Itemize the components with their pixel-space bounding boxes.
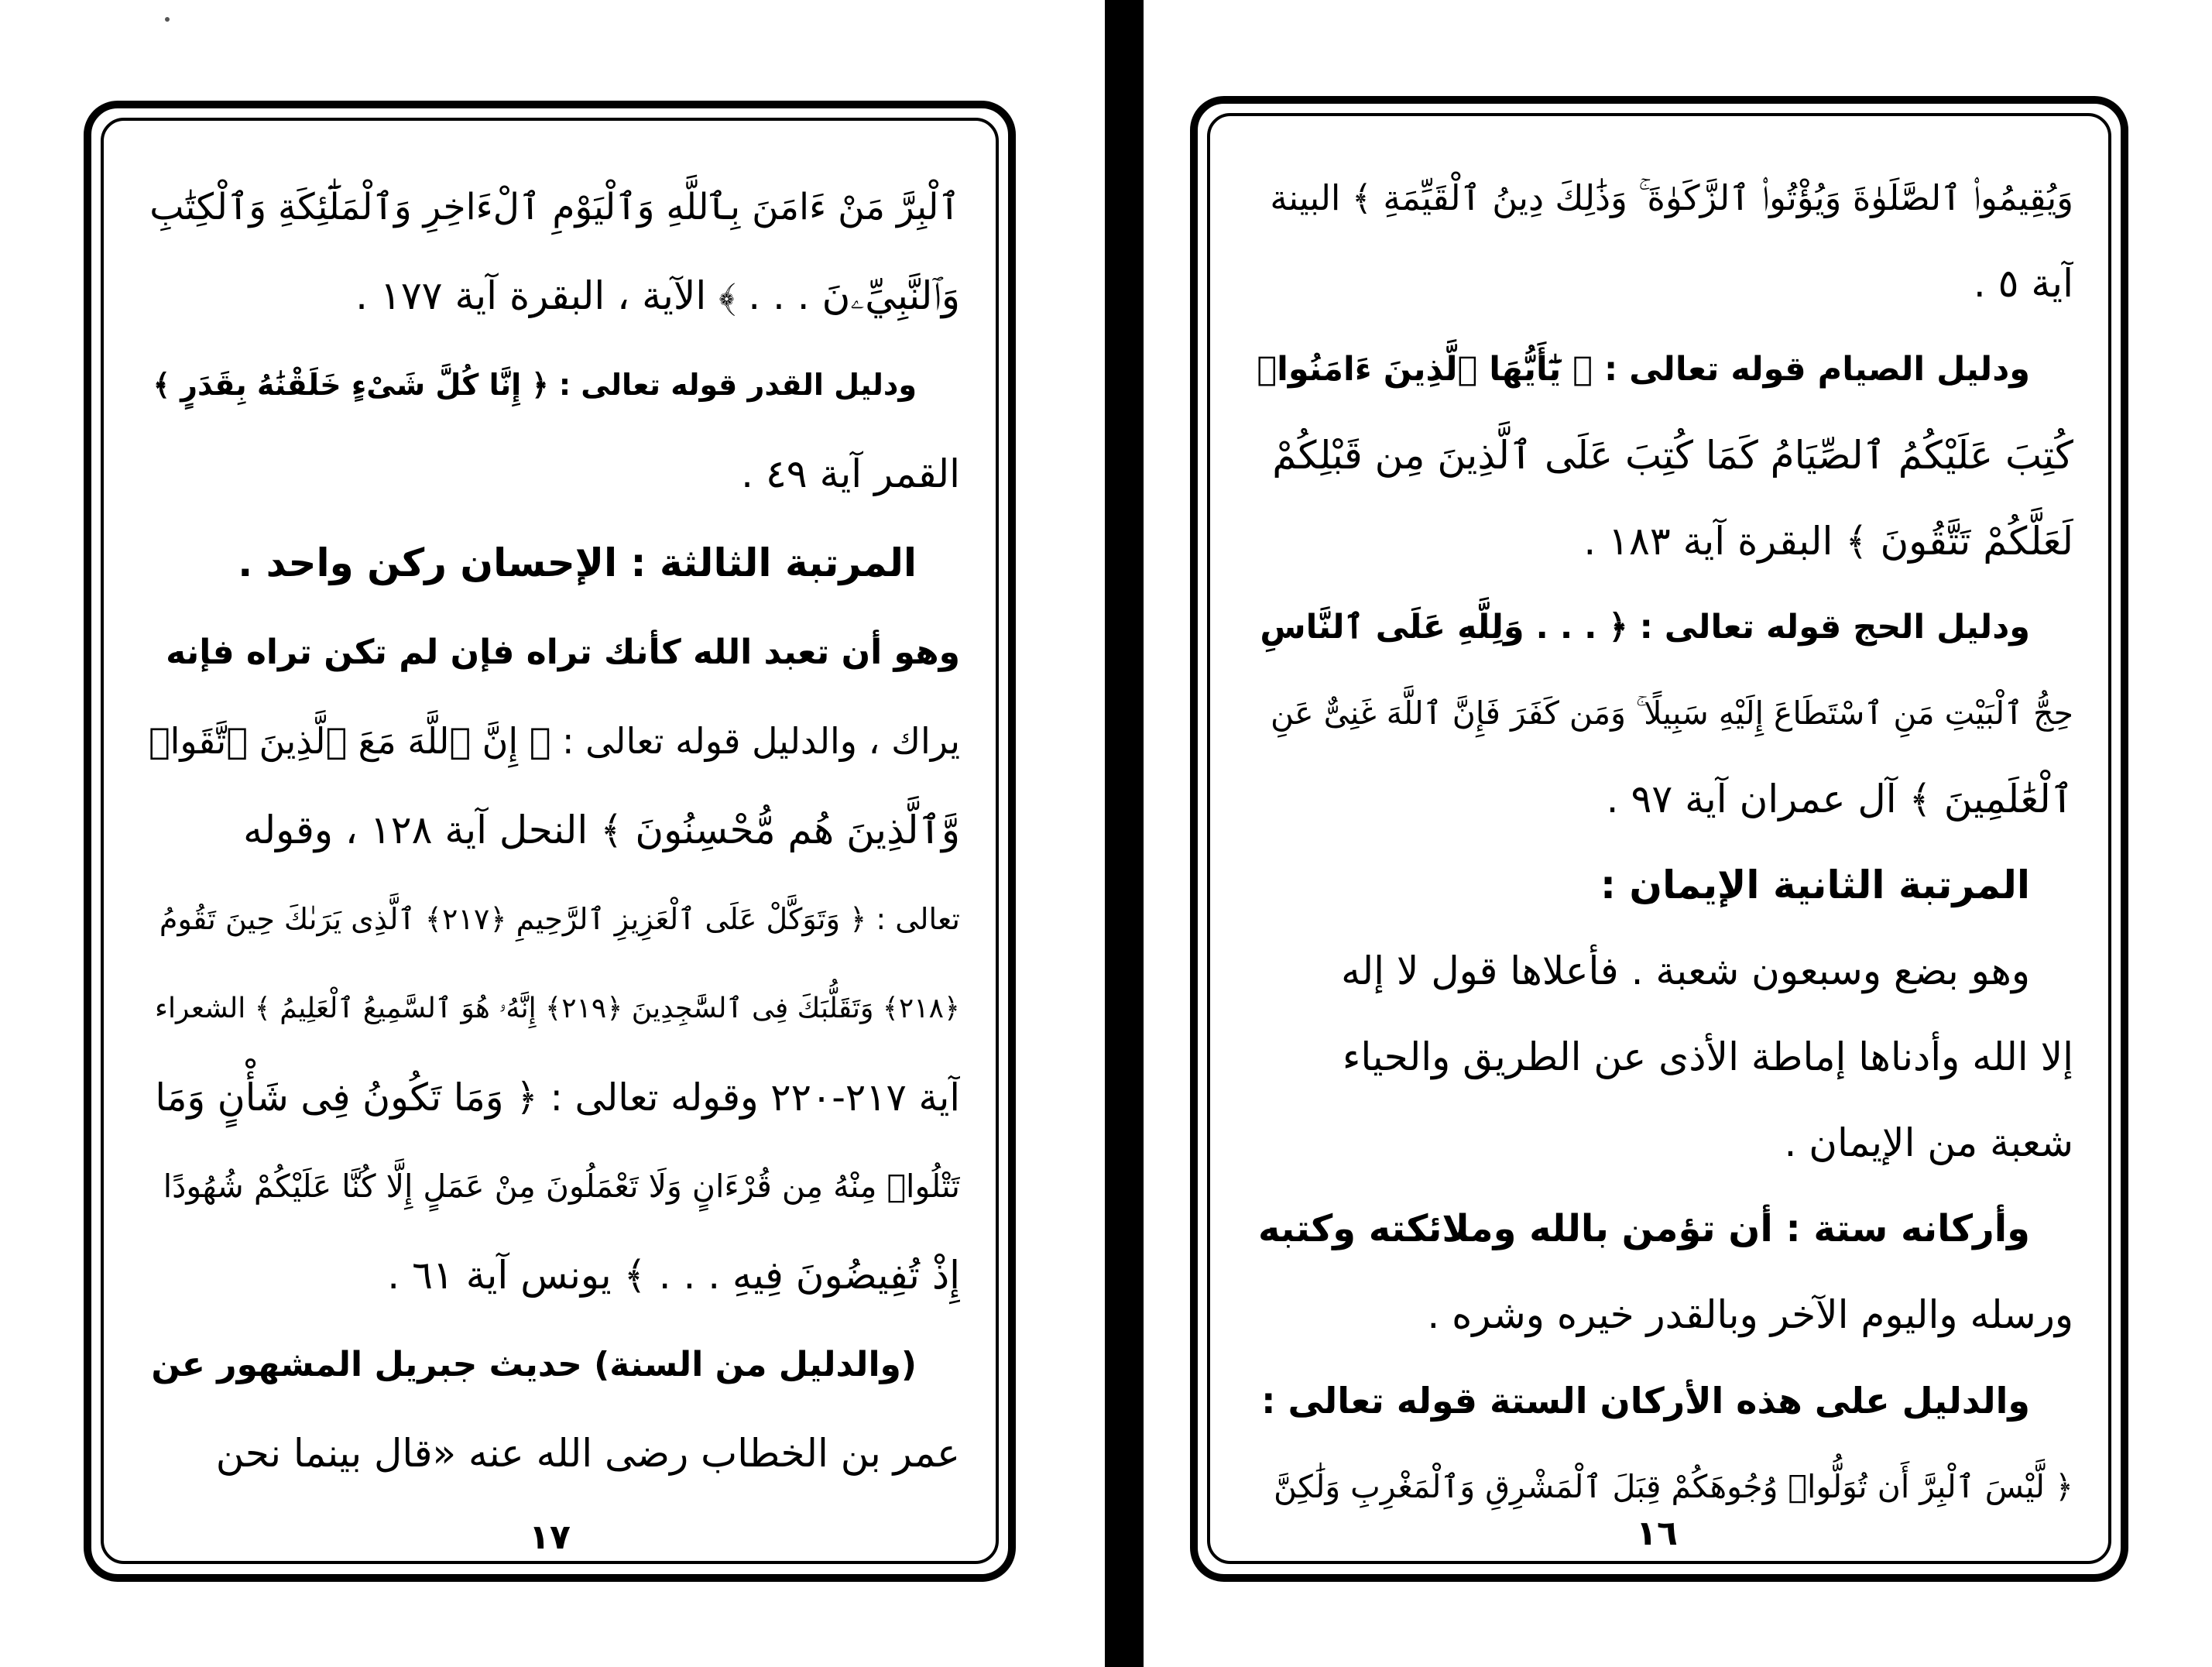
text-line: وهو أن تعبد الله كأنك تراه فإن لم تكن تراه فإنه [166,633,960,672]
text-line: شعبة من الإيمان . [1784,1120,2073,1165]
text-line: وَيُقِيمُوا۟ ٱلصَّلَوٰةَ وَيُؤْتُوا۟ ٱلزَّكَوٰةَ ۚ وَذَٰلِكَ دِينُ ٱلْقَيِّمَةِ ﴾ البينة [1270,177,2073,218]
text-line: (والدليل من السنة) حديث جبريل المشهور عن [151,1345,917,1384]
text-line: وَٱلنَّبِيِّۦنَ . . . ﴾ الآية ، البقرة آية ١٧٧ . [355,273,960,318]
text-line: عمر بن الخطاب رضى الله عنه «قال بينما نحن [215,1431,960,1476]
text-line: آية ٥ . [1973,261,2073,306]
left-page-text [149,163,960,1498]
scan-speck [165,17,170,22]
section-heading: المرتبة الثالثة : الإحسان ركن واحد . [238,540,917,585]
text-line: وأركانه ستة : أن تؤمن بالله وملائكته وكتبه [1258,1207,2030,1250]
text-line: تعالى : ﴿ وَتَوَكَّلْ عَلَى ٱلْعَزِيزِ ٱلرَّحِيمِ ﴿٢١٧﴾ ٱلَّذِى يَرَىٰكَ حِينَ تَقُومُ [159,902,960,936]
text-line: ورسله واليوم الآخر وبالقدر خيره وشره . [1427,1292,2073,1337]
text-line: كُتِبَ عَلَيْكُمُ ٱلصِّيَامُ كَمَا كُتِبَ عَلَى ٱلَّذِينَ مِن قَبْلِكُمْ [1272,433,2073,478]
text-line: تَتْلُوا۟ مِنْهُ مِن قُرْءَانٍ وَلَا تَعْمَلُونَ مِنْ عَمَلٍ إِلَّا كُنَّا عَلَيْكُمْ شُهُودًا [163,1168,960,1205]
text-line: القمر آية ٤٩ . [741,451,960,496]
page-number: ١٧ [529,1518,571,1557]
text-line: والدليل على هذه الأركان الستة قوله تعالى : [1261,1380,2030,1422]
section-heading: المرتبة الثانية الإيمان : [1600,863,2030,907]
text-line: آية ٢١٧-٢٢٠ وقوله تعالى : ﴿ وَمَا تَكُونُ فِى شَأْنٍ وَمَا [155,1075,960,1120]
text-line: يراك ، والدليل قوله تعالى : ﴿ إِنَّ ٱللَّهَ مَعَ ٱلَّذِينَ ٱتَّقَوا۟ [149,720,960,762]
text-line: ٱلْبِرَّ مَنْ ءَامَنَ بِٱللَّهِ وَٱلْيَوْمِ ٱلْءَاخِرِ وَٱلْمَلَٰٓئِكَةِ وَٱلْكِتَٰبِ [149,186,960,228]
text-line: ودليل القدر قوله تعالى : ﴿ إِنَّا كُلَّ شَىْءٍ خَلَقْنَٰهُ بِقَدَرٍ ﴾ [153,368,917,402]
text-line: ٱلْعَٰلَمِينَ ﴾ آل عمران آية ٩٧ . [1606,777,2073,821]
text-line: إِذْ تُفِيضُونَ فِيهِ . . . ﴾ يونس آية ٦١ . [387,1253,960,1298]
page-number: ١٦ [1636,1514,1678,1553]
text-line: إلا الله وأدناها إماطة الأذى عن الطريق والحياء [1342,1034,2073,1079]
text-line: وهو بضع وسبعون شعبة . فأعلاها قول لا إله [1341,948,2030,993]
book-spine [1105,0,1144,1667]
text-line: حِجُّ ٱلْبَيْتِ مَنِ ٱسْتَطَاعَ إِلَيْهِ سَبِيلًا ۚ وَمَن كَفَرَ فَإِنَّ ٱللَّهَ غَنِىٌّ عَنِ [1270,695,2073,732]
text-line: لَعَلَّكُمْ تَتَّقُونَ ﴾ البقرة آية ١٨٣ . [1583,519,2073,564]
text-line: ودليل الحج قوله تعالى : ﴿ . . . وَلِلَّهِ عَلَى ٱلنَّاسِ [1260,608,2030,647]
text-line: وَّٱلَّذِينَ هُم مُّحْسِنُونَ ﴾ النحل آية ١٢٨ ، وقوله [243,808,960,852]
right-page-text [1256,155,2073,1530]
text-line: ﴿٢١٨﴾ وَتَقَلُّبَكَ فِى ٱلسَّٰجِدِينَ ﴿٢١٩﴾ إِنَّهُۥ هُوَ ٱلسَّمِيعُ ٱلْعَلِيمُ ﴾ الشعراء [155,993,960,1024]
text-line: ودليل الصيام قوله تعالى : ﴿ يَٰٓأَيُّهَا ٱلَّذِينَ ءَامَنُوا۟ [1257,350,2030,389]
text-line: ﴿ لَّيْسَ ٱلْبِرَّ أَن تُوَلُّوا۟ وُجُوهَكُمْ قِبَلَ ٱلْمَشْرِقِ وَٱلْمَغْرِبِ وَلَٰكِنَّ [1273,1468,2073,1505]
